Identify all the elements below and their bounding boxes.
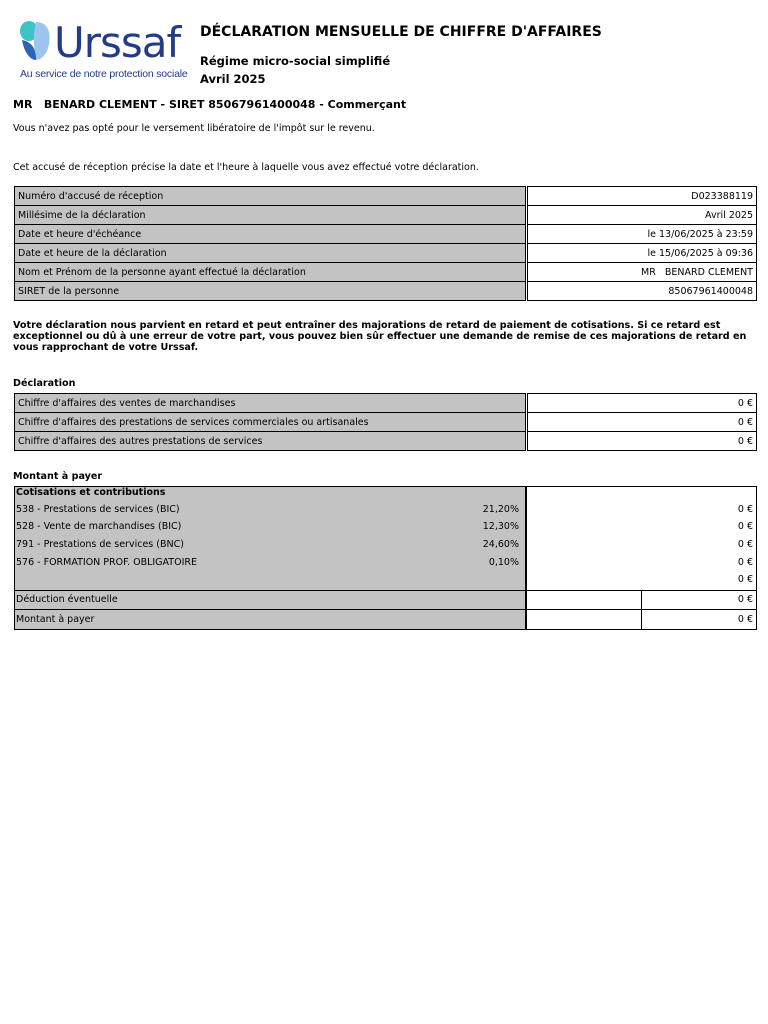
line-label: 528 - Vente de marchandises (BIC)	[16, 521, 182, 532]
row-value: 0 €	[528, 413, 757, 432]
receipt-table	[14, 186, 757, 301]
line-rate: 12,30%	[482, 521, 519, 532]
receipt-notice: Cet accusé de réception précise la date et l'heure à laquelle vous avez effectué votre déclaration.	[13, 162, 479, 173]
payer-empty-cell	[526, 609, 642, 630]
row-label: Date et heure d'échéance	[15, 225, 526, 244]
line-value: 0 €	[737, 521, 753, 532]
deduction-empty-cell	[526, 590, 642, 610]
row-value: D023388119	[528, 187, 757, 206]
urssaf-logo-mark	[18, 18, 54, 66]
deduction-label: Déduction éventuelle	[16, 594, 118, 605]
row-label: Numéro d'accusé de réception	[15, 187, 526, 206]
table-row	[15, 394, 757, 413]
period-label: Avril 2025	[200, 72, 266, 86]
payer-label: Montant à payer	[16, 614, 95, 625]
logo-wordmark: Urssaf	[54, 18, 181, 67]
row-label: Nom et Prénom de la personne ayant effectué la déclaration	[15, 263, 526, 282]
line-value: 0 €	[737, 557, 753, 568]
late-declaration-warning: Votre déclaration nous parvient en retard et peut entraîner des majorations de retard de paiement de cotisations. Si ce retard est exceptionnel ou dû à une erreur de votre part, vous pouvez bien sûr effectuer une demande de remise de ces majorations de retard en vous rapprochant de votre Urssaf.	[13, 320, 747, 353]
line-label: 791 - Prestations de services (BNC)	[16, 539, 184, 550]
deduction-value: 0 €	[737, 594, 753, 605]
row-label: Date et heure de la déclaration	[15, 244, 526, 263]
table-row	[15, 263, 757, 282]
line-value: 0 €	[737, 504, 753, 515]
row-value: MR BENARD CLEMENT	[528, 263, 757, 282]
row-value: le 13/06/2025 à 23:59	[528, 225, 757, 244]
option-notice: Vous n'avez pas opté pour le versement libératoire de l'impôt sur le revenu.	[13, 123, 375, 134]
line-rate: 0,10%	[488, 557, 519, 568]
cotisations-block	[14, 486, 757, 631]
logo-tagline: Au service de notre protection sociale	[20, 68, 188, 80]
line-value: 0 €	[737, 539, 753, 550]
row-value: 0 €	[528, 432, 757, 451]
row-label: Chiffre d'affaires des ventes de marchandises	[15, 394, 526, 413]
cotisations-heading: Cotisations et contributions	[16, 487, 166, 498]
table-row	[15, 282, 757, 301]
montant-heading: Montant à payer	[13, 471, 103, 482]
row-value: 0 €	[528, 394, 757, 413]
row-value: le 15/06/2025 à 09:36	[528, 244, 757, 263]
row-label: Chiffre d'affaires des prestations de services commerciales ou artisanales	[15, 413, 526, 432]
table-row	[15, 413, 757, 432]
line-label: 538 - Prestations de services (BIC)	[16, 504, 180, 515]
declarant-identity: MR BENARD CLEMENT - SIRET 85067961400048 - Commerçant	[13, 98, 407, 111]
table-row	[15, 225, 757, 244]
row-label: Chiffre d'affaires des autres prestations de services	[15, 432, 526, 451]
row-label: SIRET de la personne	[15, 282, 526, 301]
urssaf-logo	[18, 18, 188, 84]
table-row	[15, 432, 757, 451]
line-rate: 24,60%	[482, 539, 519, 550]
regime-label: Régime micro-social simplifié	[200, 54, 391, 68]
document-title: DÉCLARATION MENSUELLE DE CHIFFRE D'AFFAIRES	[200, 24, 602, 40]
declaration-table	[14, 393, 757, 451]
line-rate: 21,20%	[482, 504, 519, 515]
line-label: 576 - FORMATION PROF. OBLIGATOIRE	[16, 557, 197, 568]
row-label: Millésime de la déclaration	[15, 206, 526, 225]
row-value: 85067961400048	[528, 282, 757, 301]
table-row	[15, 206, 757, 225]
table-row	[15, 244, 757, 263]
table-row	[15, 187, 757, 206]
row-value: Avril 2025	[528, 206, 757, 225]
declaration-heading: Déclaration	[13, 378, 76, 389]
cotisations-total-value: 0 €	[737, 574, 753, 585]
payer-value: 0 €	[737, 614, 753, 625]
